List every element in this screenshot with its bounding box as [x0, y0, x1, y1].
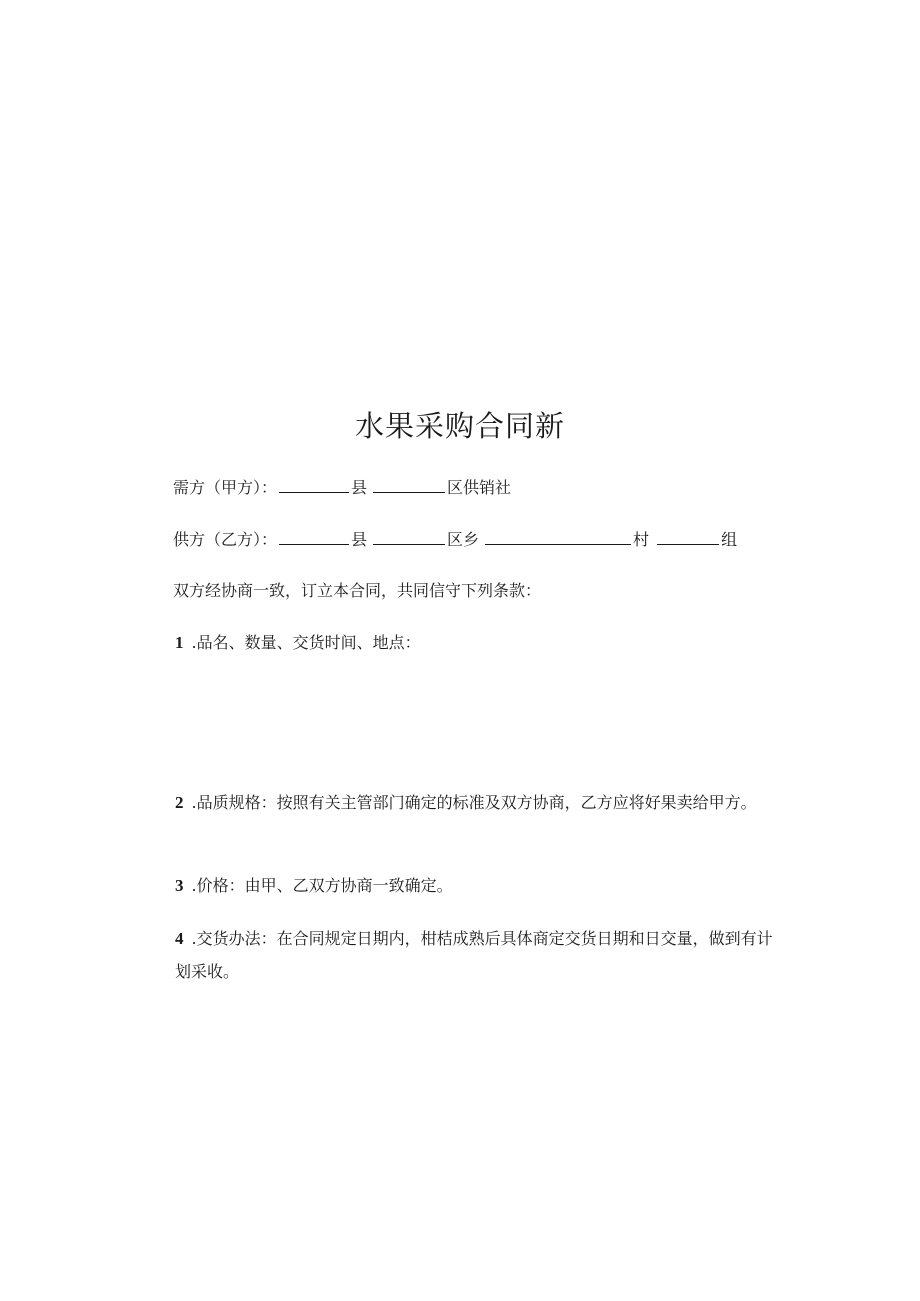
- clause-4-number: 4: [175, 929, 184, 948]
- party-b-district-blank: [373, 530, 445, 545]
- party-a-county-suffix: 县: [351, 478, 368, 497]
- clause-4: [137, 922, 787, 988]
- clause-3-text: .价格：由甲、乙双方协商一致确定。: [191, 876, 453, 895]
- party-b-village-suffix: 村: [633, 530, 650, 549]
- party-b-group-suffix: 组: [721, 530, 738, 549]
- party-a-label: 需方（甲方）：: [173, 478, 278, 497]
- party-b-county-blank: [279, 530, 349, 545]
- clause-3: [175, 875, 453, 897]
- party-b-village-blank: [485, 530, 631, 545]
- clause-2: [137, 786, 787, 819]
- party-b-group-blank: [657, 530, 719, 545]
- clause-1: [175, 632, 421, 654]
- intro-text: 双方经协商一致，订立本合同，共同信守下列条款：: [173, 581, 542, 600]
- clause-2-text: .品质规格：按照有关主管部门确定的标准及双方协商，乙方应将好果卖给甲方。: [191, 793, 757, 812]
- party-a-line: [173, 477, 511, 499]
- party-b-line: [173, 529, 737, 551]
- party-a-county-blank: [279, 478, 349, 493]
- clause-3-number: 3: [175, 876, 184, 895]
- party-b-county-suffix: 县: [351, 530, 368, 549]
- party-b-label: 供方（乙方）：: [173, 530, 278, 549]
- clause-2-number: 2: [175, 793, 184, 812]
- document-title: 水果采购合同新: [354, 409, 565, 443]
- party-a-district-blank: [373, 478, 445, 493]
- clause-1-number: 1: [175, 633, 184, 652]
- clause-1-text: .品名、数量、交货时间、地点：: [191, 633, 421, 652]
- party-a-district-suffix: 区供销社: [447, 478, 512, 497]
- clause-4-text: .交货办法：在合同规定日期内，柑桔成熟后具体商定交货日期和日交量，做到有计划采收。: [175, 929, 773, 981]
- party-b-district-suffix: 区乡: [447, 530, 480, 549]
